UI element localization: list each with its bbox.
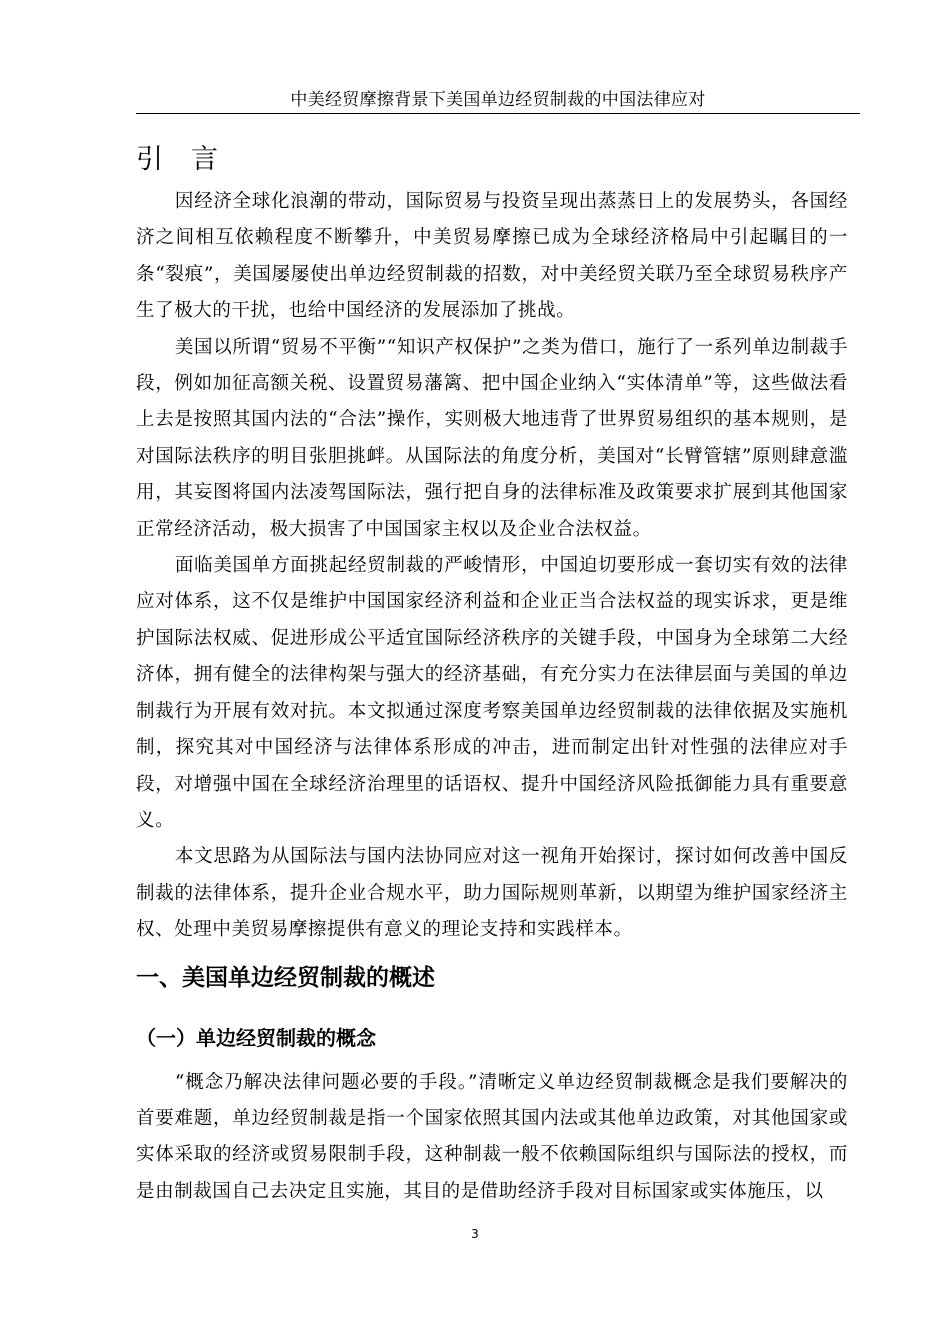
page-content	[136, 140, 848, 1210]
intro-paragraph: 因经济全球化浪潮的带动，国际贸易与投资呈现出蒸蒸日上的发展势头，各国经济之间相互依赖程度不断攀升，中美贸易摩擦已成为全球经济格局中引起瞩目的一条“裂痕”，美国屡屡使出单边经贸制裁的招数，对中美经贸关联乃至全球贸易秩序产生了极大的干扰，也给中国经济的发展添加了挑战。	[136, 191, 848, 322]
section-1-heading: 一、美国单边经贸制裁的概述	[136, 964, 435, 991]
subsection-1-paragraph: “概念乃解决法律问题必要的手段。”清晰定义单边经贸制裁概念是我们要解决的首要难题，单边经贸制裁是指一个国家依照其国内法或其他单边政策，对其他国家或实体采取的经济或贸易限制手段，这种制裁一般不依赖国际组织与国际法的授权，而是由制裁国自己去决定且实施，其目的是借助经济手段对目标国家或实体施压，以	[136, 1071, 848, 1202]
intro-heading-char-1: 引	[136, 144, 165, 175]
intro-paragraph: 面临美国单方面挑起经贸制裁的严峻情形，中国迫切要形成一套切实有效的法律应对体系，这不仅是维护中国国家经济利益和企业正当合法权益的现实诉求，更是维护国际法权威、促进形成公平适宜国际经济秩序的关键手段，中国身为全球第二大经济体，拥有健全的法律构架与强大的经济基础，有充分实力在法律层面与美国的单边制裁行为开展有效对抗。本文拟通过深度考察美国单边经贸制裁的法律依据及实施机制，探究其对中国经济与法律体系形成的冲击，进而制定出针对性强的法律应对手段，对增强中国在全球经济治理里的话语权、提升中国经济风险抵御能力具有重要意义。	[136, 555, 848, 831]
header-rule	[136, 113, 860, 114]
intro-heading	[136, 140, 848, 184]
running-header: 中美经贸摩擦背景下美国单边经贸制裁的中国法律应对	[290, 90, 706, 110]
intro-heading-char-2: 言	[191, 144, 220, 175]
intro-paragraph: 本文思路为从国际法与国内法协同应对这一视角开始探讨，探讨如何改善中国反制裁的法律体系，提升企业合规水平，助力国际规则革新，以期望为维护国家经济主权、处理中美贸易摩擦提供有意义的理论支持和实践样本。	[136, 846, 848, 941]
subsection-1-heading: （一）单边经贸制裁的概念	[136, 1025, 376, 1050]
page-number: 3	[471, 1227, 479, 1241]
intro-paragraph: 美国以所谓“贸易不平衡”“知识产权保护”之类为借口，施行了一系列单边制裁手段，例如加征高额关税、设置贸易藩篱、把中国企业纳入“实体清单”等，这些做法看上去是按照其国内法的“合法”操作，实则极大地违背了世界贸易组织的基本规则，是对国际法秩序的明目张胆挑衅。从国际法的角度分析，美国对“长臂管辖”原则肆意滥用，其妄图将国内法凌驾国际法，强行把自身的法律标准及政策要求扩展到其他国家正常经济活动，极大损害了中国国家主权以及企业合法权益。	[136, 336, 848, 540]
